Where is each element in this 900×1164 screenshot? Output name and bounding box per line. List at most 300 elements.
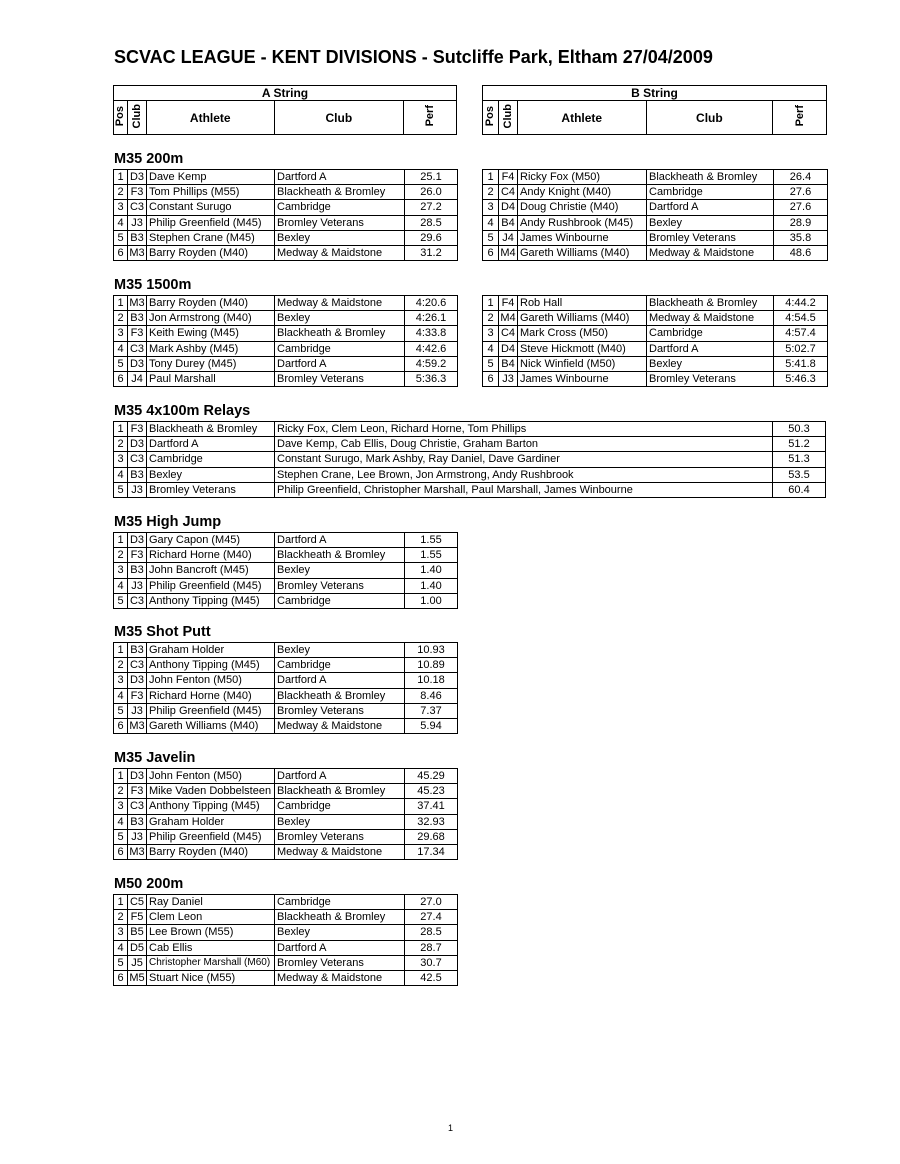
table-row xyxy=(114,643,458,658)
performance-cell: 1.40 xyxy=(405,578,458,593)
performance-cell: 4:54.5 xyxy=(774,311,828,326)
position-cell: 3 xyxy=(114,326,128,341)
table-row xyxy=(114,563,458,578)
club-code-cell: D3 xyxy=(128,769,147,784)
position-cell: 4 xyxy=(114,341,128,356)
a-string-results-table xyxy=(113,642,458,734)
position-cell: 5 xyxy=(114,593,128,608)
table-row xyxy=(483,341,828,356)
club-code-cell: M3 xyxy=(129,720,145,733)
table-row xyxy=(114,814,458,829)
position-cell: 5 xyxy=(114,829,128,844)
b-string-header xyxy=(482,85,827,135)
table-row xyxy=(483,326,828,341)
club-cell: Blackheath & Bromley xyxy=(275,548,405,563)
position-cell: 4 xyxy=(483,215,499,230)
athlete-cell: Nick Winfield (M50) xyxy=(518,356,647,371)
table-row xyxy=(114,548,458,563)
club-code-cell: M5 xyxy=(129,972,145,985)
b-string-title: B String xyxy=(483,86,827,101)
athlete-cell: Graham Holder xyxy=(147,814,275,829)
a-string-title: A String xyxy=(114,86,457,101)
club-cell: Dartford A xyxy=(275,940,405,955)
athlete-cell: Gary Capon (M45) xyxy=(147,533,275,548)
a-string-results-table xyxy=(113,532,458,609)
table-row xyxy=(114,895,458,910)
performance-cell: 1.55 xyxy=(405,548,458,563)
performance-cell: 28.5 xyxy=(405,925,458,940)
event-title: M35 1500m xyxy=(114,277,192,293)
club-code-cell: J5 xyxy=(128,955,147,970)
position-cell: 5 xyxy=(114,230,128,245)
athlete-cell: Andy Knight (M40) xyxy=(518,185,647,200)
table-row xyxy=(114,673,458,688)
position-cell: 1 xyxy=(114,422,128,437)
athlete-cell: Clem Leon xyxy=(147,910,275,925)
club-cell: Medway & Maidstone xyxy=(647,311,774,326)
performance-cell: 48.6 xyxy=(774,245,828,260)
club-cell: Dartford A xyxy=(275,356,405,371)
club-code-cell: B3 xyxy=(128,814,147,829)
performance-cell: 4:26.1 xyxy=(405,311,458,326)
table-row xyxy=(483,245,828,260)
club-code-cell: C4 xyxy=(499,185,518,200)
table-row xyxy=(114,311,458,326)
performance-cell: 4:33.8 xyxy=(405,326,458,341)
club-code-cell: J3 xyxy=(128,578,147,593)
a-string-results-table xyxy=(113,295,458,387)
club-cell: Cambridge xyxy=(275,341,405,356)
table-row xyxy=(114,482,826,497)
table-row xyxy=(483,296,828,311)
club-cell: Bromley Veterans xyxy=(647,371,774,386)
club-code-header: Club xyxy=(127,101,146,135)
club-cell: Bexley xyxy=(275,814,405,829)
position-cell: 1 xyxy=(114,533,128,548)
page-title: SCVAC LEAGUE - KENT DIVISIONS - Sutcliffe Park, Eltham 27/04/2009 xyxy=(114,47,713,67)
table-row xyxy=(483,200,828,215)
position-cell: 2 xyxy=(114,437,128,452)
table-row xyxy=(114,688,458,703)
athlete-cell: Barry Royden (M40) xyxy=(147,296,275,311)
table-row xyxy=(114,437,826,452)
club-code-cell: D3 xyxy=(128,170,147,185)
position-cell: 2 xyxy=(114,910,128,925)
table-row xyxy=(483,311,828,326)
club-code-cell: M3 xyxy=(129,247,145,260)
performance-cell: 50.3 xyxy=(773,422,826,437)
performance-cell: 26.4 xyxy=(774,170,828,185)
position-cell: 3 xyxy=(114,925,128,940)
athlete-cell: Anthony Tipping (M45) xyxy=(147,593,275,608)
athlete-cell: Anthony Tipping (M45) xyxy=(147,799,275,814)
position-cell: 1 xyxy=(483,170,499,185)
club-header: Club xyxy=(646,101,773,135)
performance-cell: 60.4 xyxy=(773,482,826,497)
club-cell: Medway & Maidstone xyxy=(275,844,405,859)
club-code-cell: D4 xyxy=(499,200,518,215)
table-row xyxy=(114,326,458,341)
athlete-cell: Constant Surugo xyxy=(147,200,275,215)
club-code-cell: B3 xyxy=(128,467,147,482)
performance-cell: 30.7 xyxy=(405,955,458,970)
athlete-cell: Mike Vaden Dobbelsteen xyxy=(147,784,275,799)
club-cell: Bexley xyxy=(275,230,405,245)
club-code-cell: J3 xyxy=(128,482,147,497)
performance-cell: 4:59.2 xyxy=(405,356,458,371)
club-code-cell: F3 xyxy=(128,784,147,799)
club-cell: Dartford A xyxy=(147,437,275,452)
position-cell: 2 xyxy=(114,311,128,326)
athletes-cell: Stephen Crane, Lee Brown, Jon Armstrong, Andy Rushbrook xyxy=(275,467,773,482)
club-code-cell: C4 xyxy=(499,326,518,341)
athlete-cell: Cab Ellis xyxy=(147,940,275,955)
athlete-cell: John Fenton (M50) xyxy=(147,769,275,784)
performance-cell: 27.6 xyxy=(774,200,828,215)
position-cell: 3 xyxy=(114,200,128,215)
position-cell: 6 xyxy=(114,718,128,733)
performance-cell: 1.00 xyxy=(405,593,458,608)
athlete-cell: Rob Hall xyxy=(518,296,647,311)
athlete-cell: Tony Durey (M45) xyxy=(147,356,275,371)
performance-cell: 5:41.8 xyxy=(774,356,828,371)
table-row xyxy=(114,703,458,718)
club-code-cell: J3 xyxy=(128,215,147,230)
club-cell: Bexley xyxy=(647,356,774,371)
table-row xyxy=(483,356,828,371)
position-cell: 2 xyxy=(114,784,128,799)
table-row xyxy=(114,844,458,859)
club-cell: Blackheath & Bromley xyxy=(275,910,405,925)
club-code-cell: C3 xyxy=(128,593,147,608)
table-row xyxy=(114,230,458,245)
table-row xyxy=(114,170,458,185)
position-cell: 3 xyxy=(114,799,128,814)
club-code-cell: F3 xyxy=(128,422,147,437)
club-cell: Blackheath & Bromley xyxy=(147,422,275,437)
club-code-cell: F4 xyxy=(499,296,518,311)
club-code-cell: B4 xyxy=(499,356,518,371)
position-cell: 6 xyxy=(114,970,128,985)
athlete-cell: James Winbourne xyxy=(518,230,647,245)
table-row xyxy=(114,215,458,230)
table-row xyxy=(114,200,458,215)
club-header: Club xyxy=(274,101,404,135)
athlete-cell: Philip Greenfield (M45) xyxy=(147,215,275,230)
performance-cell: 7.37 xyxy=(405,703,458,718)
position-cell: 5 xyxy=(483,230,499,245)
position-cell: 3 xyxy=(483,200,499,215)
performance-cell: 31.2 xyxy=(405,245,458,260)
club-cell: Bromley Veterans xyxy=(275,215,405,230)
table-row xyxy=(114,245,458,260)
performance-cell: 37.41 xyxy=(405,799,458,814)
table-row xyxy=(114,578,458,593)
table-row xyxy=(114,533,458,548)
position-cell: 4 xyxy=(114,814,128,829)
athlete-cell: Steve Hickmott (M40) xyxy=(518,341,647,356)
position-cell: 6 xyxy=(114,245,128,260)
position-cell: 1 xyxy=(114,643,128,658)
club-cell: Medway & Maidstone xyxy=(275,970,405,985)
performance-cell: 10.93 xyxy=(405,643,458,658)
table-row xyxy=(114,829,458,844)
club-code-cell: C5 xyxy=(128,895,147,910)
performance-cell: 28.7 xyxy=(405,940,458,955)
club-code-cell: F3 xyxy=(128,548,147,563)
b-string-results-table xyxy=(482,295,828,387)
club-code-cell: F3 xyxy=(128,185,147,200)
a-string-header xyxy=(113,85,457,135)
position-cell: 4 xyxy=(114,467,128,482)
club-code-cell: B3 xyxy=(128,230,147,245)
table-row xyxy=(114,452,826,467)
table-row xyxy=(114,658,458,673)
table-row xyxy=(483,170,828,185)
club-code-cell: F3 xyxy=(128,326,147,341)
athlete-cell: Stephen Crane (M45) xyxy=(147,230,275,245)
performance-cell: 4:20.6 xyxy=(405,296,458,311)
performance-cell: 45.23 xyxy=(405,784,458,799)
club-cell: Bromley Veterans xyxy=(647,230,774,245)
athlete-cell: Gareth Williams (M40) xyxy=(147,718,275,733)
table-row xyxy=(114,925,458,940)
club-cell: Bromley Veterans xyxy=(275,955,405,970)
athlete-cell: Paul Marshall xyxy=(147,371,275,386)
table-row xyxy=(114,769,458,784)
a-string-results-table xyxy=(113,169,458,261)
athlete-cell: Ricky Fox (M50) xyxy=(518,170,647,185)
club-cell: Bexley xyxy=(275,311,405,326)
club-cell: Medway & Maidstone xyxy=(275,296,405,311)
club-code-cell: D3 xyxy=(128,437,147,452)
table-row xyxy=(114,940,458,955)
performance-cell: 53.5 xyxy=(773,467,826,482)
athlete-cell: Doug Christie (M40) xyxy=(518,200,647,215)
performance-cell: 10.89 xyxy=(405,658,458,673)
performance-cell: 1.40 xyxy=(405,563,458,578)
athlete-cell: Jon Armstrong (M40) xyxy=(147,311,275,326)
position-cell: 3 xyxy=(114,673,128,688)
position-cell: 2 xyxy=(114,548,128,563)
performance-cell: 28.9 xyxy=(774,215,828,230)
club-code-cell: J3 xyxy=(128,703,147,718)
table-row xyxy=(114,296,458,311)
performance-cell: 5:36.3 xyxy=(405,371,458,386)
table-row xyxy=(483,371,828,386)
club-code-cell: B4 xyxy=(499,215,518,230)
position-cell: 6 xyxy=(114,844,128,859)
performance-cell: 25.1 xyxy=(405,170,458,185)
position-cell: 4 xyxy=(114,688,128,703)
performance-cell: 29.6 xyxy=(405,230,458,245)
club-cell: Blackheath & Bromley xyxy=(275,784,405,799)
athlete-cell: Philip Greenfield (M45) xyxy=(147,829,275,844)
table-row xyxy=(114,799,458,814)
performance-cell: 35.8 xyxy=(774,230,828,245)
athletes-cell: Dave Kemp, Cab Ellis, Doug Christie, Graham Barton xyxy=(275,437,773,452)
performance-cell: 17.34 xyxy=(405,844,458,859)
position-cell: 5 xyxy=(114,356,128,371)
athlete-cell: John Bancroft (M45) xyxy=(147,563,275,578)
athlete-cell: Gareth Williams (M40) xyxy=(518,311,647,326)
position-cell: 6 xyxy=(114,371,128,386)
table-row xyxy=(114,593,458,608)
position-cell: 2 xyxy=(483,311,499,326)
club-cell: Dartford A xyxy=(275,533,405,548)
club-cell: Bromley Veterans xyxy=(275,371,405,386)
event-title: M35 Javelin xyxy=(114,750,196,766)
club-cell: Cambridge xyxy=(647,185,774,200)
perf-header: Perf xyxy=(773,101,827,135)
performance-cell: 51.3 xyxy=(773,452,826,467)
club-cell: Bexley xyxy=(147,467,275,482)
perf-header: Perf xyxy=(404,101,457,135)
athlete-cell: Mark Ashby (M45) xyxy=(147,341,275,356)
performance-cell: 42.5 xyxy=(405,970,458,985)
club-code-cell: C3 xyxy=(128,799,147,814)
position-cell: 1 xyxy=(114,170,128,185)
position-cell: 5 xyxy=(114,482,128,497)
performance-cell: 27.2 xyxy=(405,200,458,215)
performance-cell: 29.68 xyxy=(405,829,458,844)
club-cell: Cambridge xyxy=(275,895,405,910)
athlete-cell: Graham Holder xyxy=(147,643,275,658)
performance-cell: 27.6 xyxy=(774,185,828,200)
athlete-cell: Gareth Williams (M40) xyxy=(518,245,647,260)
club-cell: Dartford A xyxy=(647,200,774,215)
athlete-cell: Ray Daniel xyxy=(147,895,275,910)
pos-header: Pos xyxy=(483,101,499,135)
performance-cell: 10.18 xyxy=(405,673,458,688)
performance-cell: 51.2 xyxy=(773,437,826,452)
club-code-cell: J3 xyxy=(499,371,518,386)
position-cell: 1 xyxy=(114,769,128,784)
table-row xyxy=(114,185,458,200)
athlete-cell: Philip Greenfield (M45) xyxy=(147,578,275,593)
a-string-results-table xyxy=(113,768,458,860)
performance-cell: 5:46.3 xyxy=(774,371,828,386)
club-cell: Dartford A xyxy=(275,769,405,784)
position-cell: 1 xyxy=(114,296,128,311)
athlete-cell: Christopher Marshall (M60) xyxy=(147,955,275,970)
position-cell: 1 xyxy=(483,296,499,311)
athlete-cell: Stuart Nice (M55) xyxy=(147,970,275,985)
club-cell: Cambridge xyxy=(275,658,405,673)
club-cell: Dartford A xyxy=(275,170,405,185)
club-code-cell: M4 xyxy=(500,312,516,325)
position-cell: 2 xyxy=(114,185,128,200)
club-cell: Bexley xyxy=(275,643,405,658)
position-cell: 4 xyxy=(483,341,499,356)
pos-header: Pos xyxy=(114,101,128,135)
position-cell: 2 xyxy=(483,185,499,200)
athlete-cell: Richard Horne (M40) xyxy=(147,688,275,703)
table-row xyxy=(114,371,458,386)
athlete-cell: Keith Ewing (M45) xyxy=(147,326,275,341)
club-code-cell: C3 xyxy=(128,452,147,467)
relay-results-table xyxy=(113,421,826,498)
event-title: M35 4x100m Relays xyxy=(114,403,251,419)
club-code-cell: C3 xyxy=(128,200,147,215)
performance-cell: 26.0 xyxy=(405,185,458,200)
athlete-cell: Mark Cross (M50) xyxy=(518,326,647,341)
club-cell: Bromley Veterans xyxy=(275,578,405,593)
club-cell: Bromley Veterans xyxy=(275,829,405,844)
table-row xyxy=(483,185,828,200)
club-cell: Cambridge xyxy=(275,593,405,608)
club-code-cell: J4 xyxy=(128,371,147,386)
performance-cell: 5.94 xyxy=(405,718,458,733)
club-cell: Bexley xyxy=(275,925,405,940)
table-row xyxy=(114,341,458,356)
club-cell: Cambridge xyxy=(147,452,275,467)
athletes-cell: Ricky Fox, Clem Leon, Richard Horne, Tom Phillips xyxy=(275,422,773,437)
table-row xyxy=(114,784,458,799)
club-code-cell: B3 xyxy=(128,311,147,326)
club-cell: Bromley Veterans xyxy=(275,703,405,718)
position-cell: 5 xyxy=(114,955,128,970)
club-cell: Blackheath & Bromley xyxy=(647,296,774,311)
club-cell: Blackheath & Bromley xyxy=(275,688,405,703)
club-cell: Blackheath & Bromley xyxy=(275,326,405,341)
club-cell: Medway & Maidstone xyxy=(275,718,405,733)
athlete-cell: John Fenton (M50) xyxy=(147,673,275,688)
performance-cell: 27.0 xyxy=(405,895,458,910)
position-cell: 2 xyxy=(114,658,128,673)
club-code-cell: D4 xyxy=(499,341,518,356)
event-title: M50 200m xyxy=(114,876,184,892)
athletes-cell: Philip Greenfield, Christopher Marshall, Paul Marshall, James Winbourne xyxy=(275,482,773,497)
club-code-cell: M4 xyxy=(500,247,516,260)
table-row xyxy=(114,467,826,482)
club-code-cell: D3 xyxy=(128,673,147,688)
club-code-cell: C3 xyxy=(128,341,147,356)
club-code-cell: B3 xyxy=(128,643,147,658)
performance-cell: 27.4 xyxy=(405,910,458,925)
athlete-cell: Dave Kemp xyxy=(147,170,275,185)
club-cell: Dartford A xyxy=(647,341,774,356)
table-row xyxy=(483,215,828,230)
club-code-cell: B5 xyxy=(128,925,147,940)
athlete-cell: Tom Phillips (M55) xyxy=(147,185,275,200)
table-row xyxy=(114,422,826,437)
position-cell: 3 xyxy=(114,563,128,578)
athletes-cell: Constant Surugo, Mark Ashby, Ray Daniel, Dave Gardiner xyxy=(275,452,773,467)
table-row xyxy=(114,955,458,970)
athlete-cell: James Winbourne xyxy=(518,371,647,386)
athlete-header: Athlete xyxy=(146,101,274,135)
position-cell: 6 xyxy=(483,371,499,386)
table-row xyxy=(114,718,458,733)
club-code-cell: M3 xyxy=(129,297,145,310)
club-cell: Dartford A xyxy=(275,673,405,688)
club-code-cell: D3 xyxy=(128,356,147,371)
performance-cell: 8.46 xyxy=(405,688,458,703)
athlete-cell: Philip Greenfield (M45) xyxy=(147,703,275,718)
position-cell: 1 xyxy=(114,895,128,910)
club-code-cell: J3 xyxy=(128,829,147,844)
position-cell: 5 xyxy=(114,703,128,718)
athlete-cell: Lee Brown (M55) xyxy=(147,925,275,940)
club-code-cell: J4 xyxy=(499,230,518,245)
page-number: 1 xyxy=(448,1123,454,1133)
club-cell: Cambridge xyxy=(647,326,774,341)
club-code-cell: D5 xyxy=(128,940,147,955)
club-cell: Cambridge xyxy=(275,200,405,215)
club-code-cell: M3 xyxy=(129,846,145,859)
position-cell: 5 xyxy=(483,356,499,371)
